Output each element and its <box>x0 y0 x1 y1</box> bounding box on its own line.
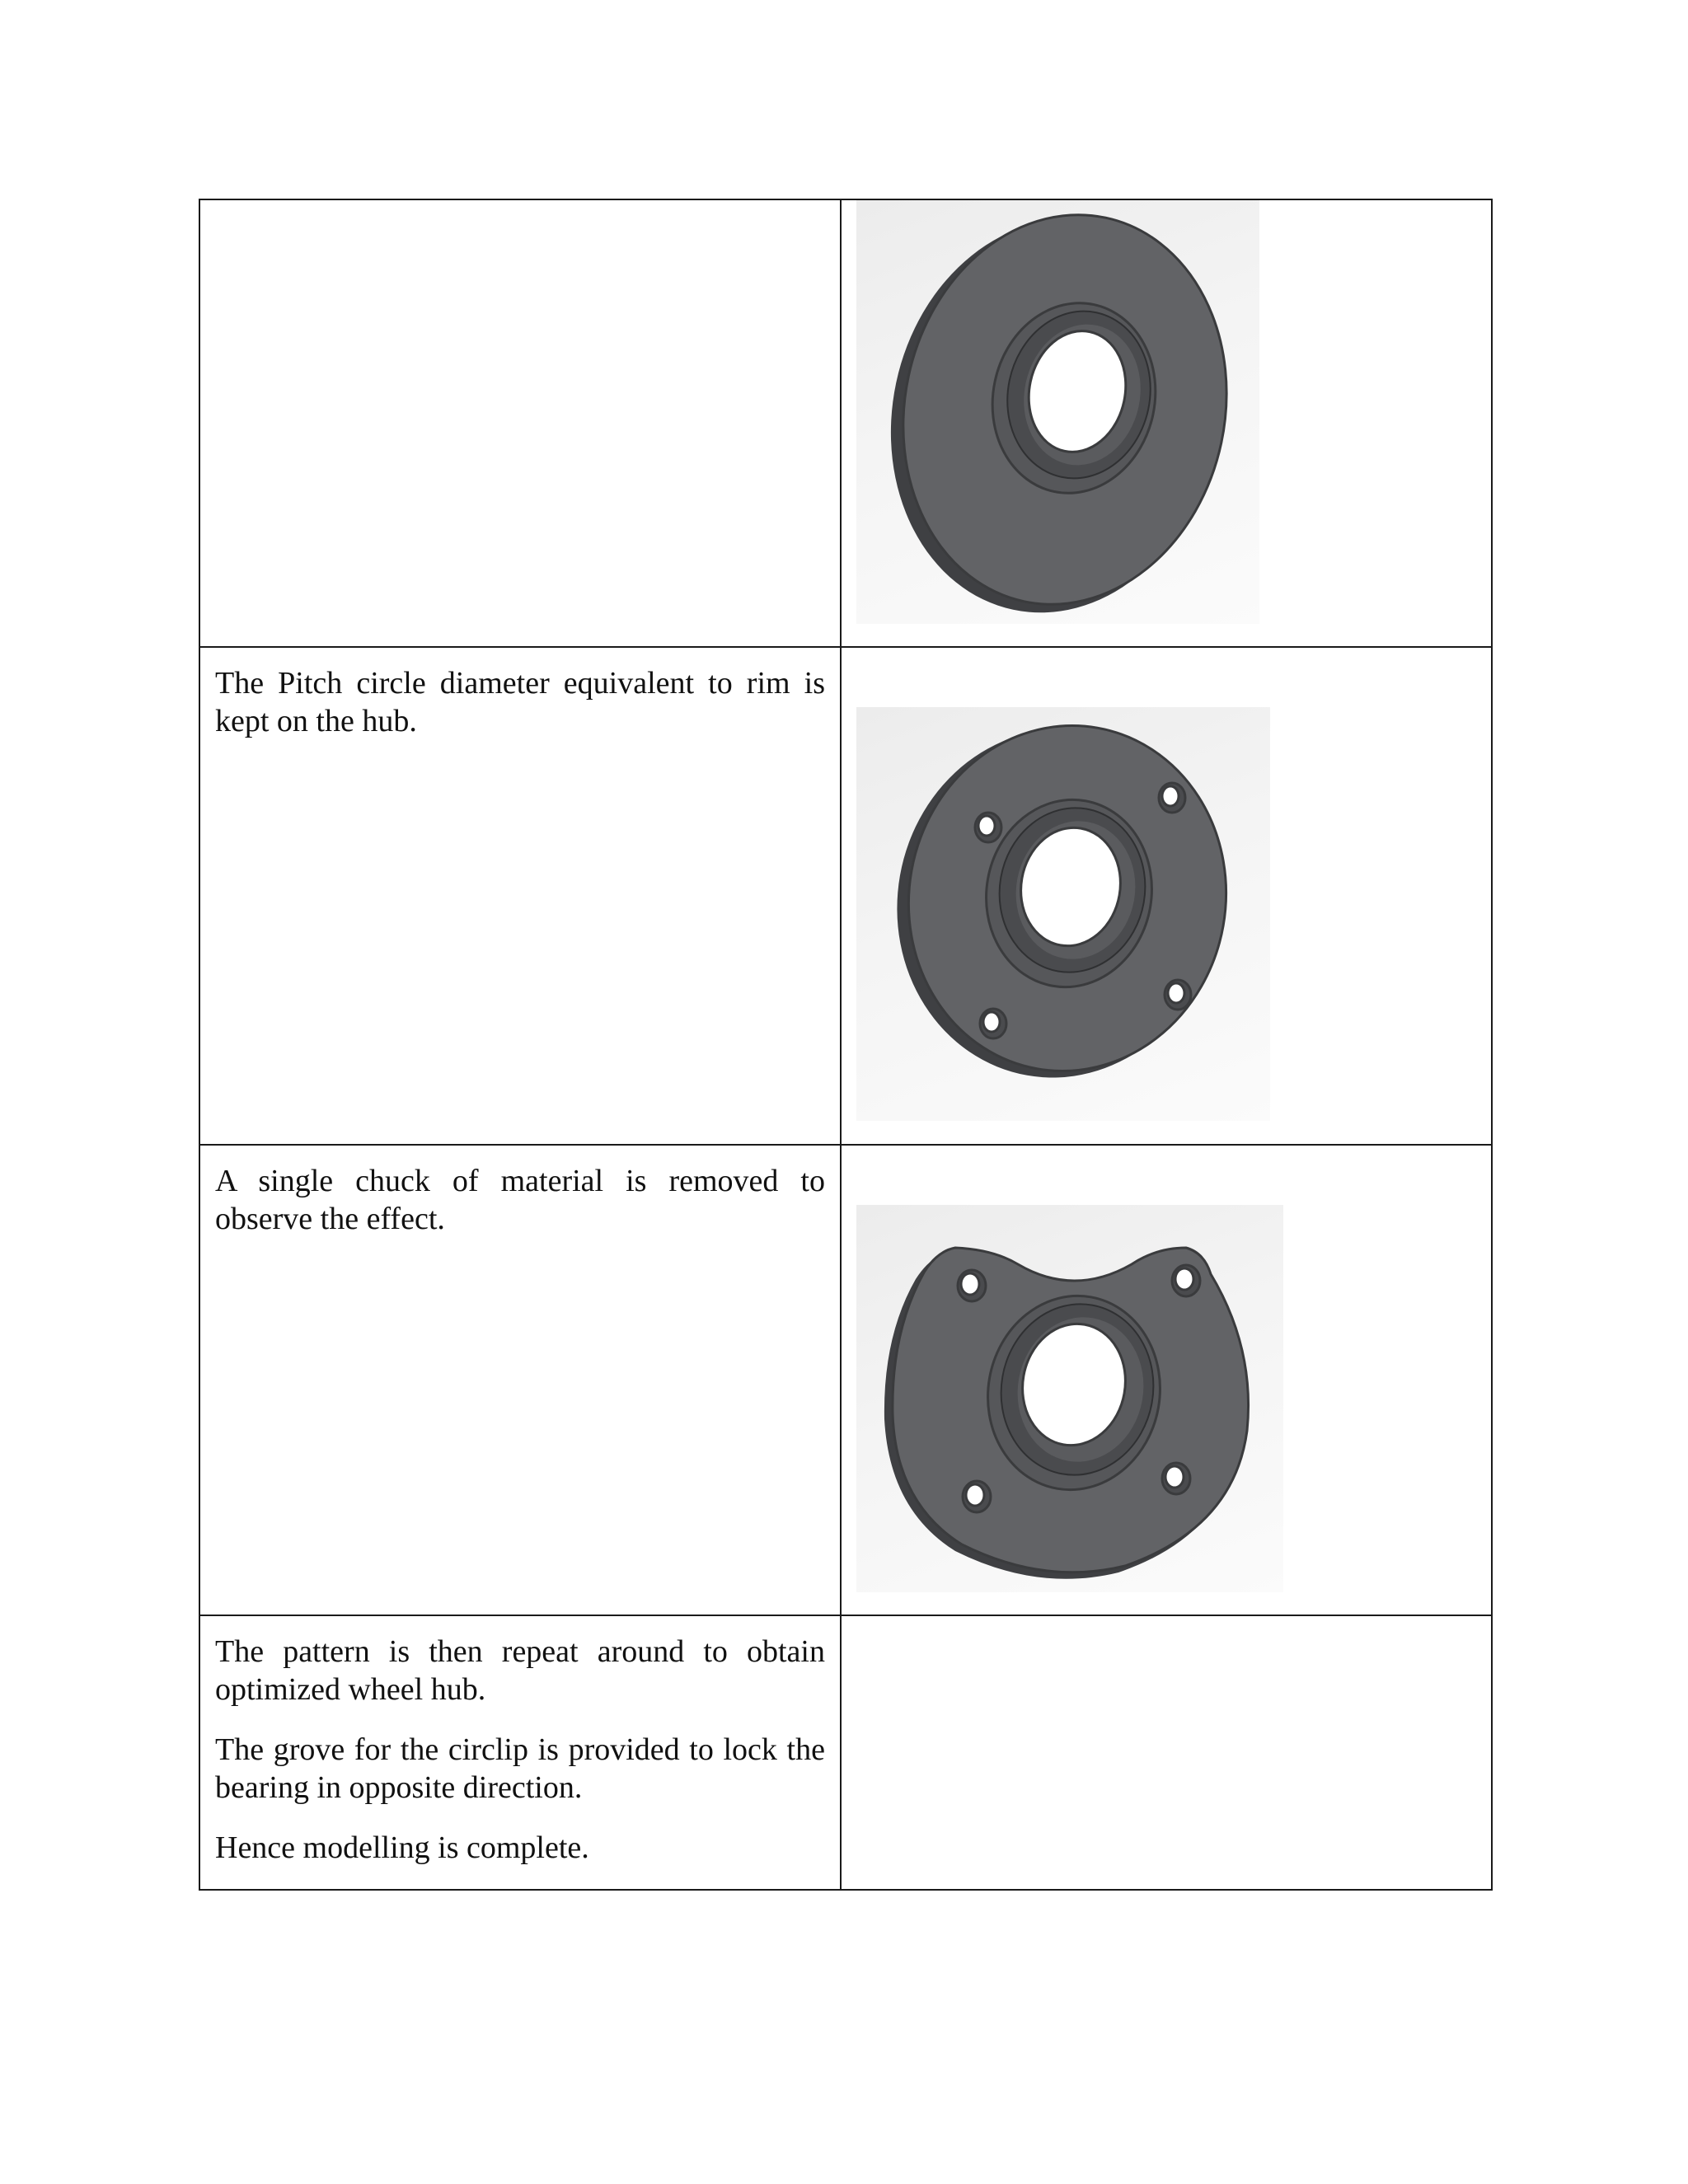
step-paragraph: The grove for the circlip is provided to lock the bearing in opposite direction. <box>215 1732 825 1805</box>
step-image-cell <box>841 1145 1492 1615</box>
step-paragraph: Hence modelling is complete. <box>215 1830 589 1865</box>
modelling-steps-table <box>199 199 1493 1891</box>
hub-flange-plain-render <box>856 200 1259 624</box>
table-row <box>199 1145 1492 1615</box>
step-paragraph: The pattern is then repeat around to obtain optimized wheel hub. <box>215 1634 825 1707</box>
table-row <box>199 199 1492 647</box>
hub-flange-four-holes-render <box>856 707 1270 1121</box>
step-description-cell <box>199 199 841 647</box>
step-paragraph: A single chuck of material is removed to observe the effect. <box>215 1164 825 1236</box>
hub-flange-material-removed-image <box>856 1205 1283 1592</box>
hub-flange-material-removed-render <box>856 1205 1283 1592</box>
step-description <box>200 1616 840 1867</box>
hub-flange-plain-image <box>856 200 1259 624</box>
step-description <box>200 1146 840 1238</box>
step-image-cell <box>841 647 1492 1145</box>
step-description-cell <box>199 647 841 1145</box>
step-description-cell <box>199 1145 841 1615</box>
hub-flange-four-holes-image <box>856 707 1270 1121</box>
table-row <box>199 1615 1492 1890</box>
table-row <box>199 647 1492 1145</box>
step-image-cell <box>841 199 1492 647</box>
step-image-cell-empty <box>841 1615 1492 1890</box>
step-description <box>200 648 840 740</box>
step-paragraph: The Pitch circle diameter equivalent to rim is kept on the hub. <box>215 666 825 738</box>
step-description-cell <box>199 1615 841 1890</box>
step-description <box>200 200 840 217</box>
